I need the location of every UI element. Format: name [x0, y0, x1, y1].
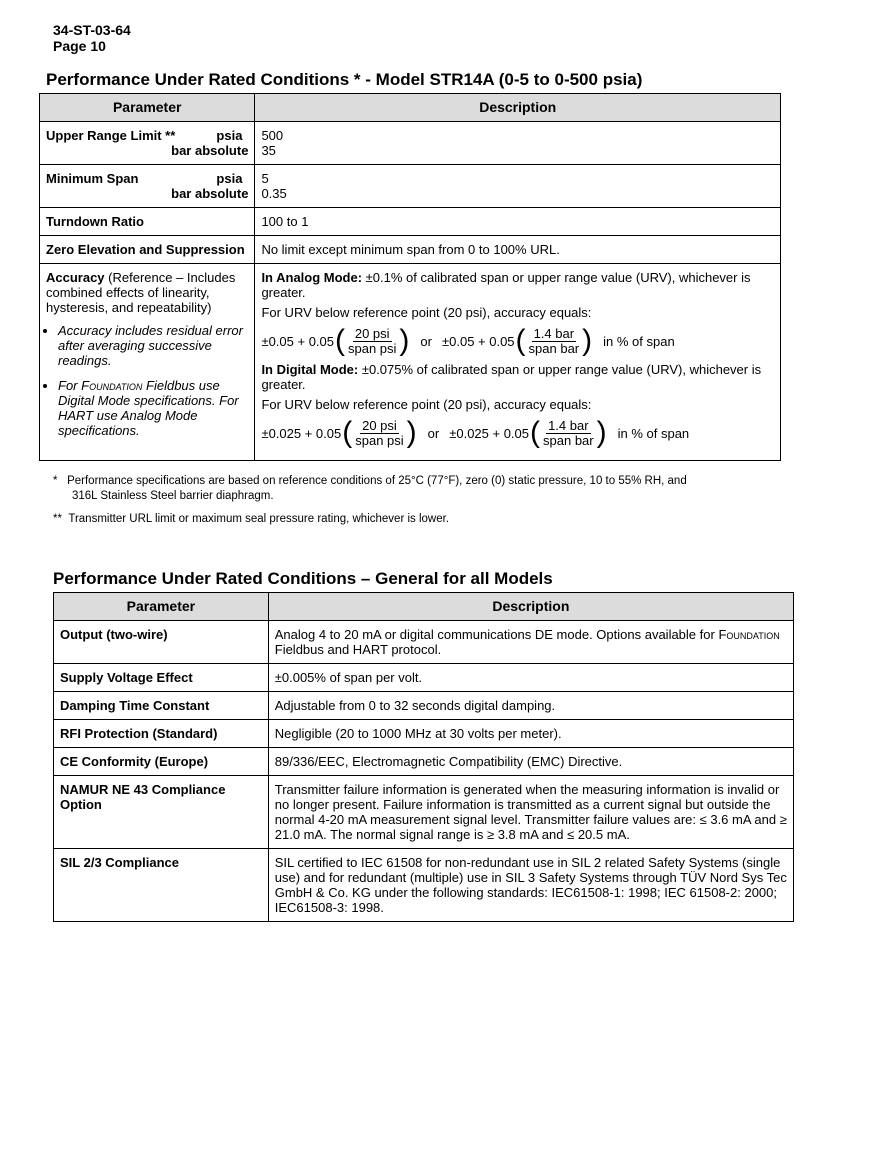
unit-text: in % of span — [603, 333, 675, 349]
desc-cell — [268, 621, 793, 664]
unit-label: psia — [216, 171, 243, 186]
denominator: span bar — [543, 432, 594, 448]
unit-text: in % of span — [617, 425, 690, 441]
param-label: CE Conformity (Europe) — [54, 748, 269, 776]
document-header — [53, 22, 131, 54]
formula — [261, 418, 774, 448]
value: ±0.005% of span per volt. — [268, 664, 793, 692]
numerator: 20 psi — [362, 417, 397, 433]
value: 5 — [261, 171, 269, 186]
param-label: Minimum Span — [46, 171, 139, 186]
formula — [261, 326, 774, 356]
table-row — [54, 720, 794, 748]
text: Foundation — [81, 378, 143, 393]
general-spec-table — [53, 592, 794, 922]
formula-term: ±0.025 + 0.05 — [449, 425, 530, 441]
value: Transmitter failure information is generated when the measuring information is invalid or no longer present. Failure information is transmitted as a current signal but outside the normal 4-20 mA measurement signal level. Transmitter failure values are: ≤ 3.6 mA and ≥ 21.0 mA. The normal signal range is ≥ 3.8 mA and ≤ 20.5 mA. — [268, 776, 793, 849]
col-header-description: Description — [255, 94, 781, 122]
table-row — [40, 264, 781, 461]
paren-icon: ) — [596, 416, 607, 449]
text: Fieldbus use Digital Mode specifications. For HART use Analog Mode specifications. — [58, 378, 239, 438]
desc-cell — [255, 264, 781, 461]
paren-icon: ) — [399, 324, 410, 357]
numerator: 20 psi — [354, 325, 390, 341]
param-label: Accuracy — [46, 270, 105, 285]
table-row — [40, 236, 781, 264]
param-note: (Reference – Includes combined effects of linearity, hysteresis, and repeatability) — [46, 270, 236, 315]
param-label: NAMUR NE 43 Compliance Option — [54, 776, 269, 849]
unit-label: bar absolute — [171, 186, 249, 201]
value: 0.35 — [261, 186, 287, 201]
desc-cell — [255, 165, 781, 208]
or-text: or — [427, 425, 440, 441]
denominator: span psi — [348, 340, 397, 356]
param-label: Damping Time Constant — [54, 692, 269, 720]
table-row — [54, 748, 794, 776]
urv-note: For URV below reference point (20 psi), accuracy equals: — [261, 397, 592, 412]
text: Fieldbus and HART protocol. — [274, 642, 442, 657]
mode-heading: In Analog Mode: — [261, 270, 363, 285]
numerator: 1.4 bar — [533, 325, 575, 341]
page-number: Page 10 — [53, 38, 106, 54]
footnote-mark: ** — [53, 513, 62, 525]
value: 100 to 1 — [255, 208, 781, 236]
param-label: SIL 2/3 Compliance — [54, 849, 269, 922]
param-label: RFI Protection (Standard) — [54, 720, 269, 748]
table-row — [54, 664, 794, 692]
param-cell — [40, 122, 255, 165]
formula-term: ±0.05 + 0.05 — [261, 333, 334, 349]
param-cell — [40, 264, 255, 461]
or-text: or — [420, 333, 432, 349]
value: 500 — [261, 128, 284, 143]
table-row — [40, 165, 781, 208]
value: Adjustable from 0 to 32 seconds digital damping. — [268, 692, 793, 720]
value: No limit except minimum span from 0 to 100% URL. — [255, 236, 781, 264]
fraction — [353, 419, 405, 448]
unit-label: bar absolute — [171, 143, 249, 158]
table-row — [54, 692, 794, 720]
section1-title: Performance Under Rated Conditions * - Model STR14A (0-5 to 0-500 psia) — [46, 70, 643, 89]
denominator: span psi — [355, 432, 404, 448]
section2-title: Performance Under Rated Conditions – General for all Models — [53, 569, 553, 588]
table-row — [40, 122, 781, 165]
text: For — [58, 378, 82, 393]
paren-icon: ) — [582, 324, 593, 357]
model-spec-table — [39, 93, 781, 461]
param-label: Turndown Ratio — [40, 208, 255, 236]
col-header-description: Description — [268, 593, 793, 621]
value: SIL certified to IEC 61508 for non-redundant use in SIL 2 related Safety Systems (single use) and for redundant (multiple) use in SIL 3 Safety Systems through TÜV Nord Sys Tec GmbH & Co. KG under the following standards: IEC61508-1: 1998; IEC 61508-2: 2000; IEC61508-3: 1998. — [268, 849, 793, 922]
value: 35 — [261, 143, 276, 158]
bullet-item — [58, 378, 248, 438]
fraction — [541, 419, 596, 448]
desc-cell — [255, 122, 781, 165]
table-row — [40, 208, 781, 236]
value: Negligible (20 to 1000 MHz at 30 volts per meter). — [268, 720, 793, 748]
denominator: span bar — [528, 340, 580, 356]
param-cell — [40, 165, 255, 208]
doc-id: 34-ST-03-64 — [53, 22, 131, 38]
footnote-text: Transmitter URL limit or maximum seal pressure rating, whichever is lower. — [68, 513, 450, 525]
table-row — [54, 776, 794, 849]
table-row — [54, 849, 794, 922]
param-label: Supply Voltage Effect — [54, 664, 269, 692]
numerator: 1.4 bar — [548, 417, 589, 433]
footnote-1 — [53, 474, 687, 504]
formula-term: ±0.025 + 0.05 — [261, 425, 342, 441]
mode-heading: In Digital Mode: — [261, 362, 359, 377]
mode-text: ±0.1% of calibrated span or upper range value (URV), whichever is greater. — [261, 270, 751, 300]
unit-label: psia — [216, 128, 243, 143]
paren-icon: ( — [342, 416, 353, 449]
mode-text: ±0.075% of calibrated span or upper range value (URV), whichever is greater. — [261, 362, 762, 392]
footnote-text: 316L Stainless Steel barrier diaphragm. — [72, 490, 274, 502]
formula-term: ±0.05 + 0.05 — [441, 333, 515, 349]
footnote-text: Performance specifications are based on reference conditions of 25°C (77°F), zero (0) static pressure, 10 to 55% RH, and — [67, 475, 687, 487]
col-header-parameter: Parameter — [40, 94, 255, 122]
paren-icon: ( — [530, 416, 541, 449]
footnote-mark: * — [53, 475, 58, 487]
bullet-item: • Accuracy includes residual error after averaging successive readings. — [58, 323, 248, 368]
table-row — [54, 621, 794, 664]
fraction — [346, 327, 398, 356]
paren-icon: ( — [335, 324, 345, 357]
footnote-2 — [53, 512, 449, 527]
param-label: Output (two-wire) — [54, 621, 269, 664]
fraction — [527, 327, 582, 356]
text: Analog 4 to 20 mA or digital communications DE mode. Options available for — [274, 627, 719, 642]
value: 89/336/EEC, Electromagnetic Compatibility (EMC) Directive. — [268, 748, 793, 776]
text: Foundation — [718, 627, 780, 642]
paren-icon: ) — [406, 416, 417, 449]
param-label: Zero Elevation and Suppression — [40, 236, 255, 264]
paren-icon: ( — [515, 324, 526, 357]
param-label: Upper Range Limit ** — [46, 128, 176, 143]
urv-note: For URV below reference point (20 psi), accuracy equals: — [261, 305, 592, 320]
col-header-parameter: Parameter — [54, 593, 269, 621]
